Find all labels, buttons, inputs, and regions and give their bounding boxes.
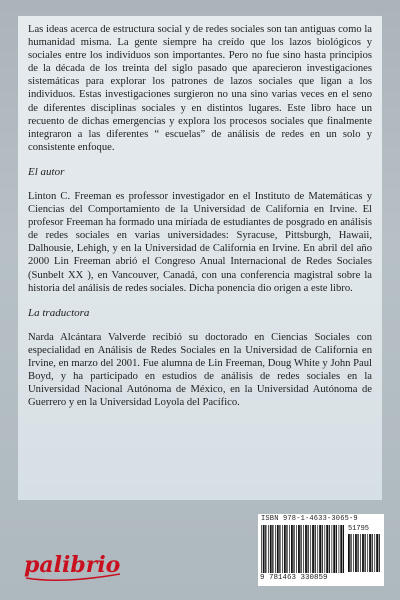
barcode-bar: [332, 525, 333, 573]
publisher-logo-text: palibrio: [24, 552, 121, 578]
barcode-bar: [369, 534, 371, 572]
barcode-bar: [303, 525, 304, 573]
barcode-bar: [261, 525, 262, 573]
barcode-bar: [275, 525, 276, 573]
ean-barcode-icon: [261, 525, 345, 573]
barcode-bar: [355, 534, 357, 572]
barcode-bar: [353, 534, 354, 572]
barcode-price-code: 51795: [348, 525, 370, 533]
barcode-bar: [322, 525, 323, 573]
barcode-number: 9 781463 330859: [260, 574, 328, 582]
barcode-bar: [308, 525, 309, 573]
publisher-logo: [22, 548, 132, 584]
barcode-bar: [374, 534, 375, 572]
barcode-bar: [298, 525, 300, 573]
barcode-bar: [339, 525, 340, 573]
barcode-bar: [293, 525, 294, 573]
barcode-bar: [333, 525, 335, 573]
barcode-bar: [279, 525, 280, 573]
barcode-bar: [329, 525, 330, 573]
barcode-bar: [340, 525, 342, 573]
barcode-bar: [348, 534, 350, 572]
barcode-bar: [336, 525, 337, 573]
barcode-bar: [305, 525, 307, 573]
barcode-bar: [263, 525, 265, 573]
barcode-bar: [312, 525, 314, 573]
barcode-bar: [291, 525, 293, 573]
barcode-bar: [350, 534, 351, 572]
barcode-bar: [362, 534, 364, 572]
barcode-bar: [326, 525, 328, 573]
barcode-bar: [357, 534, 358, 572]
barcode-bar: [319, 525, 321, 573]
barcode-bar: [343, 525, 344, 573]
barcode-bar: [289, 525, 290, 573]
translator-heading: La traductora: [28, 306, 90, 319]
barcode-bar: [272, 525, 273, 573]
barcode-bar: [296, 525, 297, 573]
author-bio-paragraph: Linton C. Freeman es professor investigador en el Instituto de Matemáticas y Ciencias del Comportamiento de la Universidad de California en Irvine. El profesor Freeman ha formado una miríada de estudiantes de posgrado en análisis de redes sociales en varias universidades: Syracuse, Pittsburgh, Hawaii, Dalhousie, Lehigh, y en la Universidad de California en Irvine. En abril del año 2000 Lin Freeman abrió el Congreso Anual Internacional de Redes Sociales (Sunbelt XX ), en Vancouver, Canadá, con una conferencia magistral sobre la historia del análisis de redes sociales. Dicha ponencia dio origen a este libro.: [28, 190, 372, 294]
barcode-bar: [365, 534, 366, 572]
addon-barcode-icon: [348, 534, 380, 572]
barcode-bar: [282, 525, 283, 573]
barcode-bar: [317, 525, 318, 573]
barcode-bar: [379, 534, 380, 572]
barcode-bar: [286, 525, 287, 573]
author-heading: El autor: [28, 165, 65, 178]
barcode-bar: [270, 525, 272, 573]
barcode-bar: [300, 525, 301, 573]
barcode-bar: [310, 525, 311, 573]
back-cover-text-panel: [18, 16, 382, 500]
barcode-bar: [265, 525, 266, 573]
barcode-bar: [284, 525, 286, 573]
translator-bio-paragraph: Narda Alcántara Valverde recibió su doctorado en Ciencias Sociales con especialidad en Análisis de Redes Sociales en la Universidad de California en Irvine, en marzo del 2001. Fue alumna de Lin Freeman, Doug White y John Paul Boyd, y ha participado en estudios de análisis de redes sociales en la Universidad Nacional Autónoma de México, en la Universidad Autónoma de Guerrero y en la Universidad Loyola del Pacífico.: [28, 331, 372, 409]
barcode-bar: [324, 525, 325, 573]
barcode-bar: [315, 525, 316, 573]
barcode-bar: [372, 534, 373, 572]
barcode-bar: [277, 525, 279, 573]
barcode-bar: [367, 534, 368, 572]
isbn-text: ISBN 978-1-4633-3065-9: [261, 515, 358, 523]
barcode-bar: [268, 525, 269, 573]
synopsis-paragraph: Las ideas acerca de estructura social y de redes sociales son tan antiguas como la humanidad misma. La gente siempre ha creído que los lazos biológicos y sociales entre los individuos son importantes. Pero no fue sino hasta principios de la década de los treinta del siglo pasado que aparecieron investigaciones sistemáticas para explorar los patrones de lazos sociales que ligan a los individuos. Estas investigaciones surgieron no una sino varias veces en el seno de diferentes disciplinas sociales y en distintos lugares. Este libro hace un recuento de dichas emergencias y explora los procesos sociales que finalmente integraron a las diferentes “ escuelas” de análisis de redes en un solo y consistente enfoque.: [28, 24, 372, 153]
barcode-area: [258, 514, 384, 586]
barcode-bar: [376, 534, 378, 572]
barcode-bar: [360, 534, 361, 572]
